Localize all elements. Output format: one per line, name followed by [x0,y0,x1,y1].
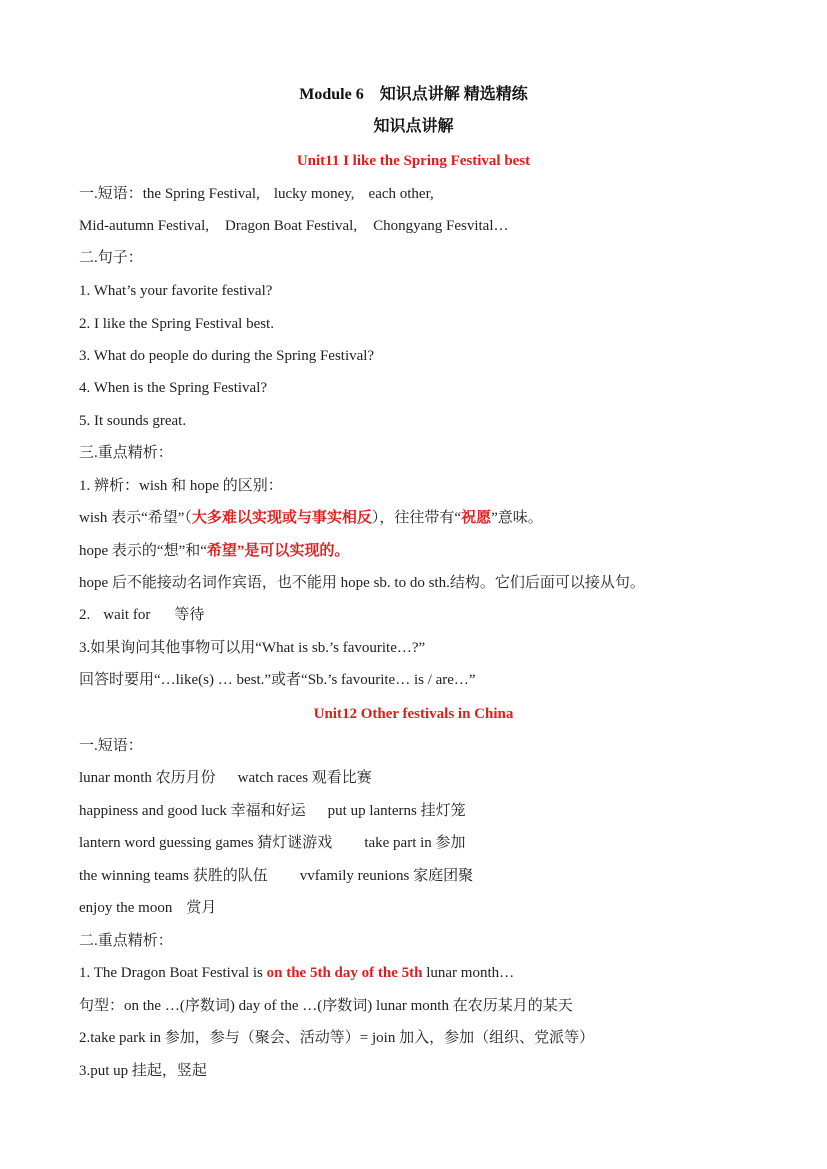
text: wish 表示“希望”（ [79,510,192,526]
phrase-row [79,866,473,886]
text: 2. [79,607,91,623]
points-heading: 三.重点精析： [79,445,173,461]
phrase-en: watch races [237,770,309,786]
phrase-en: take part in [364,835,432,851]
phrase-row [79,801,466,821]
hope-note: hope 后不能接动名词作宾语，也不能用 hope sb. to do sth.结构。它们后面可以接从句。 [79,575,645,591]
phrase: lucky money, [273,186,355,202]
unit12-points-heading: 二.重点精析： [79,933,173,949]
sentence-pattern: 句型：on the …(序数词) day of the …(序数词) lunar month 在农历某月的某天 [79,998,573,1014]
highlight: 希望”是可以实现的。 [206,543,350,559]
hope-line [79,541,349,561]
phrase-en: vvfamily reunions [299,868,410,884]
phrase-row [79,768,372,788]
phrase-en: the winning teams [79,868,189,884]
sentence: 3. What do people do during the Spring Festival? [79,348,375,364]
highlight: on the 5th day of the 5th [266,965,423,981]
phrase-row [79,898,216,918]
phrase-zh: 观看比赛 [311,770,372,786]
phrase-zh: 农历月份 [155,770,216,786]
unit11-phrases-line1 [79,184,434,204]
phrase-zh: 幸福和好运 [230,803,306,819]
phrase-zh: 参加 [435,835,466,851]
text: lunar month… [422,965,515,981]
phrase-row [79,833,466,853]
text: hope 表示的“想”和“ [79,543,207,559]
point3-line1: 3.如果询问其他事物可以用“What is sb.’s favourite…?” [79,640,426,656]
wish-line [79,508,543,528]
sentence: 1. What’s your favorite festival? [79,283,273,299]
text: wait for [103,607,151,623]
phrase: Chongyang Fesvital… [373,218,509,234]
text: 等待 [174,607,205,623]
sentence: 2. I like the Spring Festival best. [79,316,274,332]
phrase: Mid-autumn Festival, [79,218,209,234]
module-title: Module 6 知识点讲解 精选精练 [299,86,528,103]
phrase-zh: 挂灯笼 [420,803,466,819]
sentence: 5. It sounds great. [79,413,187,429]
highlight: 大多难以实现或与事实相反 [191,510,372,526]
text: 1. The Dragon Boat Festival is [79,965,267,981]
point3-line2: 回答时要用“…like(s) … best.”或者“Sb.’s favourite… is / are…” [79,672,476,688]
unit12-phrases-heading: 一.短语： [79,738,143,754]
text: ”意味。 [491,510,543,526]
phrase-en: put up lanterns [327,803,417,819]
unit12-heading: Unit12 Other festivals in China [313,706,514,722]
phrase-en: happiness and good luck [79,803,227,819]
unit12-point1 [79,963,514,983]
point1-title: 1. 辨析：wish 和 hope 的区别： [79,478,283,494]
phrase-en: lunar month [79,770,152,786]
phrase: Dragon Boat Festival, [225,218,358,234]
unit12-point3: 3.put up 挂起，竖起 [79,1063,207,1079]
unit12-point2: 2.take park in 参加，参与（聚会、活动等）= join 加入，参加（组织、党派等） [79,1030,595,1046]
phrase-zh: 赏月 [186,900,217,916]
phrase-en: lantern word guessing games [79,835,254,851]
unit11-heading: Unit11 I like the Spring Festival best [296,153,531,169]
highlight: 祝愿 [461,510,492,526]
phrase-zh: 家庭团聚 [413,868,474,884]
phrase: each other, [368,186,434,202]
unit11-phrases-line2 [79,216,509,236]
point2-line [79,605,204,625]
sentence: 4. When is the Spring Festival? [79,380,268,396]
text: ），往往带有“ [371,510,462,526]
sentences-heading: 二.句子： [79,250,143,266]
phrase: the Spring Festival, [142,186,260,202]
section-subtitle: 知识点讲解 [373,118,454,135]
phrase-zh: 猜灯谜游戏 [257,835,333,851]
phrases-heading: 一.短语： [79,186,143,202]
phrase-zh: 获胜的队伍 [192,868,268,884]
phrase-en: enjoy the moon [79,900,173,916]
